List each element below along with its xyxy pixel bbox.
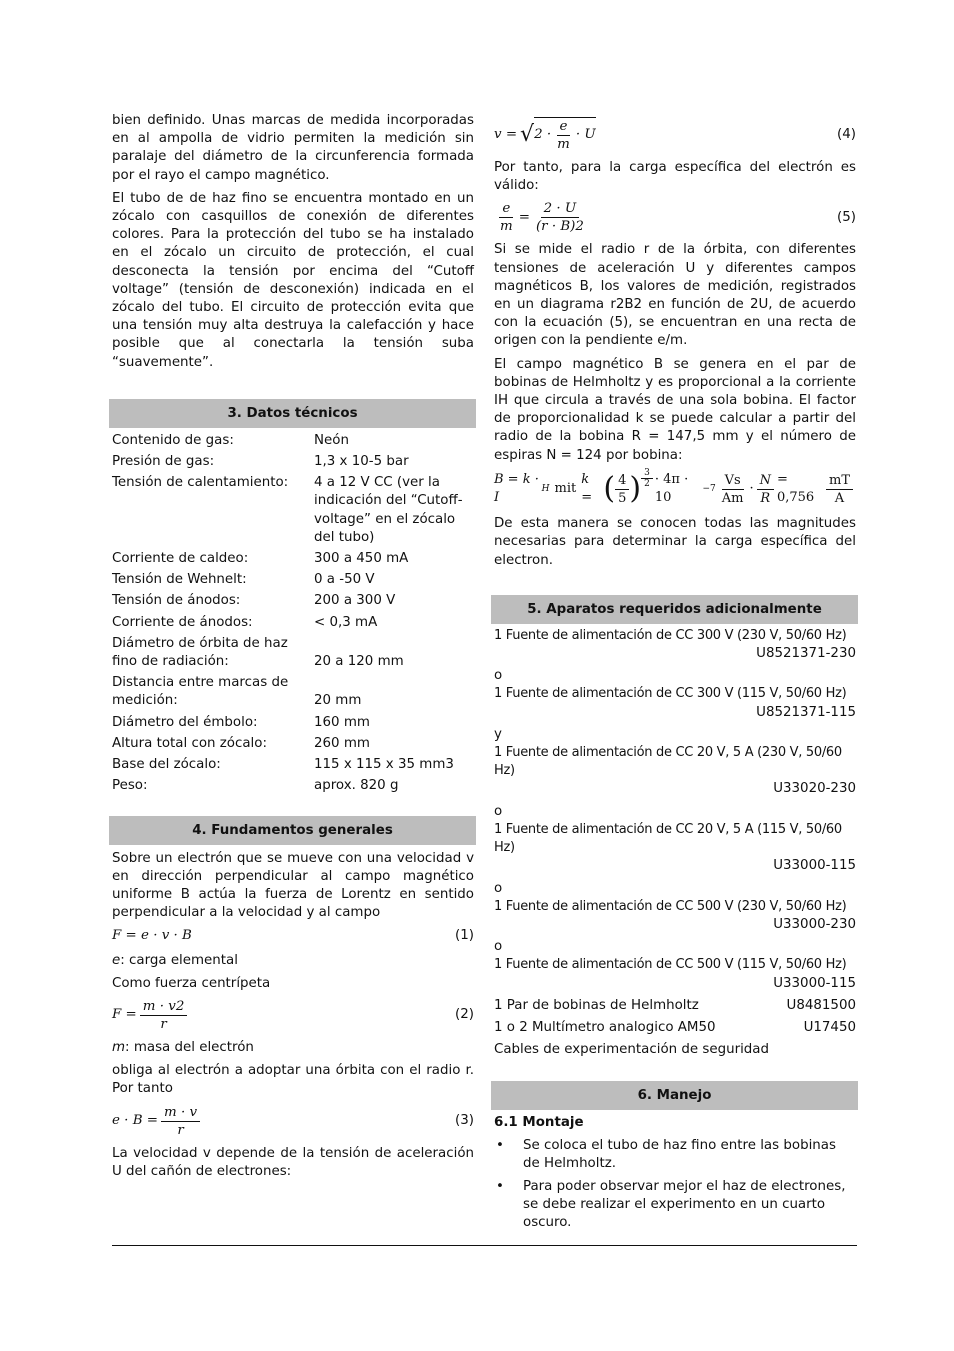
spec-value: 20 mm [314, 693, 362, 709]
equation-k-middle-exp: −7 [702, 483, 716, 494]
spec-label: Tensión de Wehnelt: [112, 572, 247, 588]
orbit-paragraph: obliga al electrón a adoptar una órbita con el radio r. Por tanto [112, 1063, 474, 1097]
equation-4-fraction [554, 118, 573, 153]
bullet-text: Para poder observar mejor el haz de electrones, se debe realizar el experimento en un cuarto oscuro. [523, 1178, 846, 1231]
equation-5-left-denominator: m [500, 219, 513, 235]
m-symbol: m [112, 1039, 126, 1055]
intro-paragraph-1: bien definido. Unas marcas de medida incorporadas en al ampolla de vidrio permiten la medición sin paralaje del diámetro de la circunferencia formada por el rayo el campo magnético. [112, 113, 474, 183]
setup-bullet [494, 1137, 856, 1173]
equation-k-vs: Vs [722, 472, 744, 490]
m-definition: : masa del electrón [125, 1039, 254, 1055]
left-paren: ( [603, 470, 616, 506]
spec-value: < 0,3 mA [314, 614, 378, 630]
elemental-charge-definition [112, 952, 474, 970]
equation-5-number: (5) [837, 209, 856, 225]
equation-k-mit: mit [554, 480, 577, 496]
equation-4-denominator: m [557, 137, 570, 152]
spec-label: Presión de gas: [112, 454, 215, 470]
spec-value: 4 a 12 V CC (ver la indicación del “Cutoff-voltage” en el zócalo del tubo) [314, 475, 463, 545]
equation-5-right-numerator: 2 · U [541, 200, 580, 218]
equation-1 [112, 927, 474, 945]
spec-label: Diámetro de órbita de haz fino de radiación: [112, 635, 288, 670]
radius-paragraph: Si se mide el radio r de la órbita, con diferentes tensiones de aceleración U y diferentes campos magnéticos B, los valores de medición, registrados en un diagrama r2B2 en función de 2U, de acuerdo con la ecuación (5), se encuentran en una recta de origen con la pendiente e/m. [494, 242, 856, 349]
equation-k-middle: · 4π · 10 [654, 471, 689, 506]
magnetic-field-paragraph: El campo magnético B se genera en el par de bobinas de Helmholtz y es proporcional a la corriente IH que circula a través de una sola bobina. El factor de proporcionalidad k se puede calcular a partir del radio de la bobina R = 147,5 mm y el número de espiras N = 124 por bobina: [494, 356, 856, 463]
device-multimeter [494, 1019, 856, 1037]
equation-k-am: Am [721, 490, 744, 506]
equation-k [494, 467, 856, 507]
spec-label: Tensión de calentamiento: [112, 475, 289, 491]
equation-4-number: (4) [837, 126, 856, 142]
spec-label: Base del zócalo: [112, 757, 221, 773]
equation-5-left-fraction [497, 200, 516, 235]
lorentz-paragraph: Sobre un electrón que se mueve con una velocidad v en dirección perpendicular al campo magnético uniforme B actúa la fuerza de Lorentz en sentido perpendicular a la velocidad y al campo [112, 850, 474, 921]
device-helmholtz [494, 997, 856, 1015]
device-name: 1 Fuente de alimentación de CC 20 V, 5 A (230 V, 50/60 Hz) [494, 745, 842, 779]
conclusion-paragraph: De esta manera se conocen todas las magnitudes necesarias para determinar la carga específica del electron. [494, 516, 856, 568]
device-separator: y [494, 726, 502, 742]
equation-5-left-numerator: e [499, 200, 513, 218]
device-separator: o [494, 880, 503, 896]
intro-paragraph-2: El tubo de de haz fino se encuentra montado en un zócalo con casquillos de conexión de diferentes colores. Para la protección del tubo se ha instalado en el zócalo un circuito de protección, el cual desconecta la tensión por encima del “Cutoff voltage” (tensión de desconexión) indicada en el zócalo del tubo. El circuito de protección evita que una tensión muy alta destruya la calefacción y hace posible que al conectarla la tensión suba “suavemente”. [112, 190, 474, 370]
section-3-heading: 3. Datos técnicos [109, 399, 476, 428]
device-name: 1 Fuente de alimentación de CC 500 V (230 V, 50/60 Hz) [494, 898, 847, 914]
bullet-text: Se coloca el tubo de haz fino entre las bobinas de Helmholtz. [523, 1137, 836, 1171]
section-6-heading: 6. Manejo [491, 1081, 858, 1110]
equation-5-equals: = [518, 209, 530, 225]
equation-k-subscript: H [541, 483, 550, 494]
equation-4-lhs: v = [494, 126, 518, 142]
equation-5 [494, 200, 856, 235]
equation-2-numerator: m · v2 [140, 998, 188, 1016]
spec-value: 20 a 120 mm [314, 654, 404, 670]
spec-value: 115 x 115 x 35 mm3 [314, 757, 454, 773]
centripetal-label: Como fuerza centrípeta [112, 975, 271, 991]
spec-label: Peso: [112, 778, 148, 794]
device-multimeter-name: 1 o 2 Multímetro analogico AM50 [494, 1019, 716, 1035]
equation-k-fraction-45 [615, 472, 629, 507]
technical-data-table [112, 432, 474, 796]
spec-label: Diámetro del émbolo: [112, 714, 258, 730]
device-separator: o [494, 668, 503, 684]
spec-label: Tensión de ánodos: [112, 593, 241, 609]
device-separator: o [494, 939, 503, 955]
equation-k-exp-num: 3 [641, 468, 653, 479]
equation-k-vs-am [719, 472, 747, 507]
device-helmholtz-code: U8481500 [786, 997, 856, 1013]
device-list [494, 627, 856, 993]
device-separator: o [494, 803, 503, 819]
setup-bullet [494, 1178, 856, 1233]
setup-bullet-list [494, 1137, 856, 1233]
equation-4-numerator: e [557, 118, 571, 136]
spec-value: aprox. 820 g [314, 778, 399, 794]
e-symbol: e [112, 952, 121, 968]
equation-3-fraction [161, 1104, 200, 1139]
spec-label: Distancia entre marcas de medición: [112, 675, 289, 709]
bullet-icon: • [496, 1137, 504, 1153]
equation-3-denominator: r [177, 1122, 184, 1138]
spec-value: 300 a 450 mA [314, 551, 409, 567]
equation-1-number: (1) [455, 928, 474, 944]
spec-label: Altura total con zócalo: [112, 735, 267, 751]
equation-5-right-denominator: (r · B)2 [535, 219, 584, 235]
section-5-heading: 5. Aparatos requeridos adicionalmente [491, 595, 858, 624]
equation-k-n: N [757, 472, 774, 490]
spec-label: Contenido de gas: [112, 432, 234, 448]
equation-k-5: 5 [618, 490, 627, 506]
device-cables: Cables de experimentación de seguridad [494, 1042, 770, 1058]
device-helmholtz-name: 1 Par de bobinas de Helmholtz [494, 997, 699, 1013]
equation-2 [112, 998, 474, 1033]
equation-1-body: F = e · v · B [112, 928, 192, 944]
equation-4 [494, 117, 856, 153]
equation-k-b: B = k · I [494, 471, 539, 506]
spec-value: 260 mm [314, 735, 370, 751]
device-name: 1 Fuente de alimentación de CC 20 V, 5 A (115 V, 50/60 Hz) [494, 821, 842, 856]
sqrt-symbol: √ [520, 121, 535, 147]
spec-label: Corriente de caldeo: [112, 551, 249, 567]
bullet-icon: • [496, 1178, 504, 1194]
device-name: 1 Fuente de alimentación de CC 500 V (115 V, 50/60 Hz) [494, 957, 847, 973]
device-code: U33000-230 [773, 916, 856, 932]
spec-value: 1,3 x 10-5 bar [314, 454, 409, 470]
device-multimeter-code: U17450 [803, 1019, 856, 1035]
device-name: 1 Fuente de alimentación de CC 300 V (115 V, 50/60 Hz) [494, 686, 847, 702]
equation-3 [112, 1104, 474, 1139]
equation-2-denominator: r [160, 1016, 167, 1032]
equation-k-4: 4 [615, 472, 629, 490]
equation-k-a: A [834, 490, 845, 506]
sqrt-radicand [534, 117, 596, 153]
equation-k-mt: mT [826, 472, 853, 490]
device-code: U8521371-230 [756, 646, 856, 662]
equation-3-lhs: e · B = [112, 1112, 159, 1128]
right-paren: ) [629, 470, 642, 506]
equation-k-r: R [760, 490, 771, 506]
equation-5-right-fraction [533, 200, 587, 235]
velocity-paragraph: La velocidad v depende de la tensión de aceleración U del cañón de electrones: [112, 1145, 474, 1179]
device-code: U33000-115 [773, 975, 856, 991]
equation-2-number: (2) [455, 1007, 474, 1023]
section-4-heading: 4. Fundamentos generales [109, 816, 476, 845]
equation-k-exponent [641, 468, 653, 489]
device-code: U33000-115 [773, 858, 856, 874]
equation-2-lhs: F = [112, 1007, 137, 1023]
equation-4-tail: · U [575, 127, 596, 143]
equation-4-root-prefix: 2 · [534, 127, 552, 143]
equation-k-value: = 0,756 [776, 471, 815, 506]
equation-3-numerator: m · v [161, 1104, 200, 1122]
right-column [494, 117, 856, 1238]
left-column [112, 112, 474, 1186]
subsection-6-1-heading: 6.1 Montaje [494, 1115, 584, 1131]
device-code: U33020-230 [773, 781, 856, 797]
equation-3-number: (3) [455, 1112, 474, 1128]
mass-definition [112, 1039, 474, 1057]
specific-charge-paragraph: Por tanto, para la carga específica del electrón es válido: [494, 160, 856, 194]
spec-value: 160 mm [314, 714, 370, 730]
equation-k-n-r [757, 472, 774, 507]
dot-operator: · [749, 480, 754, 496]
equation-k-unit [826, 472, 853, 507]
spec-label: Corriente de ánodos: [112, 614, 253, 630]
device-code: U8521371-115 [756, 704, 856, 720]
spec-value: 200 a 300 V [314, 593, 396, 609]
equation-k-k: k = [581, 471, 593, 506]
device-name: 1 Fuente de alimentación de CC 300 V (230 V, 50/60 Hz) [494, 627, 847, 643]
footer-rule [112, 1245, 857, 1246]
equation-2-fraction [140, 998, 188, 1033]
equation-k-exp-den: 2 [644, 478, 650, 489]
spec-value: Neón [314, 432, 349, 448]
e-definition: : carga elemental [120, 952, 238, 968]
spec-value: 0 a -50 V [314, 572, 375, 588]
